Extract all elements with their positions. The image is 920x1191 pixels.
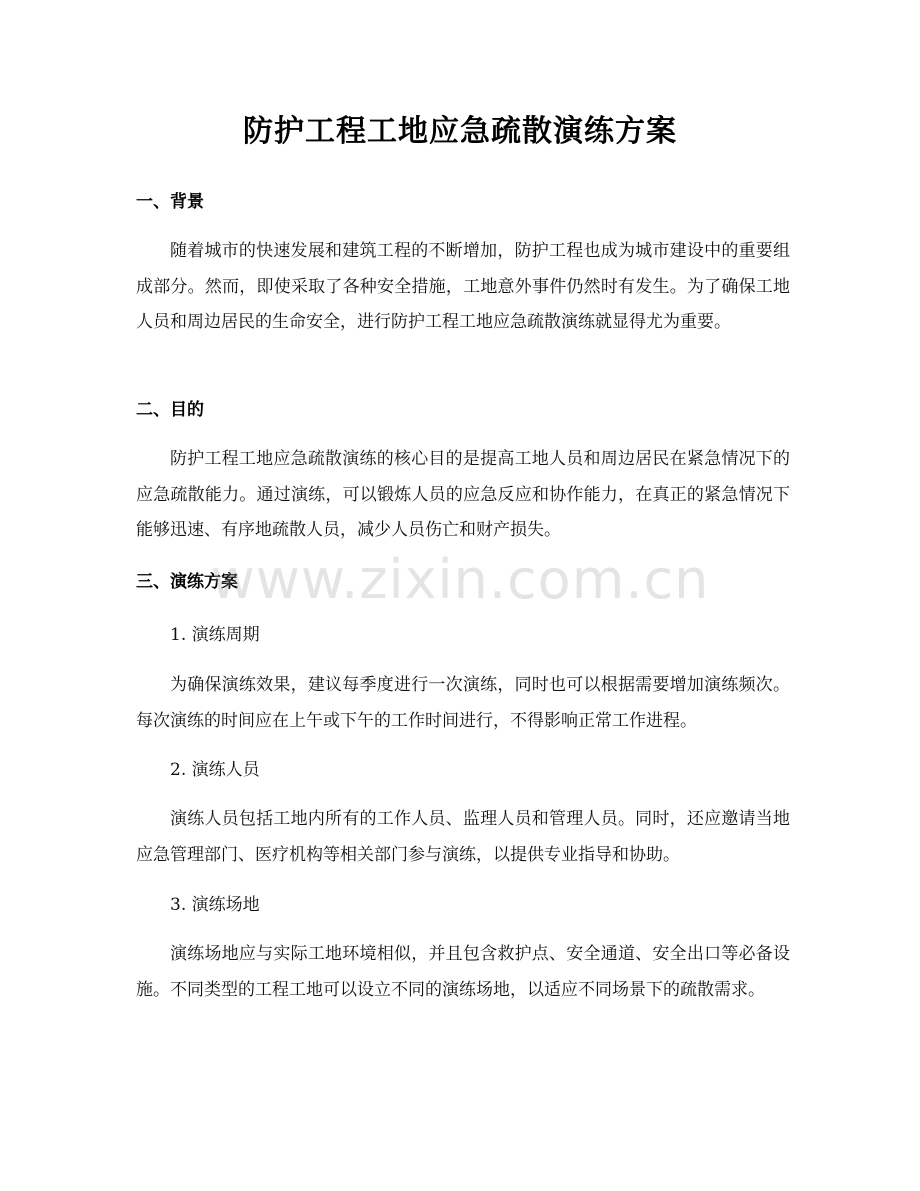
section-paragraph-purpose: 防护工程工地应急疏散演练的核心目的是提高工地人员和周边居民在紧急情况下的应急疏散能力。通过演练，可以锻炼人员的应急反应和协作能力，在真正的紧急情况下能够迅速、有序地疏散人员，减少人员伤亡和财产损失。 [136,449,790,540]
section-heading-plan: 三、演练方案 [136,572,238,592]
section-paragraph-background: 随着城市的快速发展和建筑工程的不断增加，防护工程也成为城市建设中的重要组成部分。然而，即使采取了各种安全措施，工地意外事件仍然时有发生。为了确保工地人员和周边居民的生命安全，进行防护工程工地应急疏散演练就显得尤为重要。 [136,241,790,332]
plan-item-label-cycle: 1. 演练周期 [170,625,260,645]
plan-item-label-venue: 3. 演练场地 [170,895,260,915]
section-heading-purpose: 二、目的 [136,400,204,420]
watermark: www.zixin.com.cn [210,548,710,611]
document-title: 防护工程工地应急疏散演练方案 [243,114,677,149]
section-heading-background: 一、背景 [136,192,204,212]
plan-item-paragraph-venue: 演练场地应与实际工地环境相似，并且包含救护点、安全通道、安全出口等必备设施。不同类型的工程工地可以设立不同的演练场地，以适应不同场景下的疏散需求。 [136,944,790,1000]
plan-item-paragraph-cycle: 为确保演练效果，建议每季度进行一次演练，同时也可以根据需要增加演练频次。每次演练的时间应在上午或下午的工作时间进行，不得影响正常工作进程。 [136,675,790,731]
plan-item-label-personnel: 2. 演练人员 [170,760,260,780]
plan-item-paragraph-personnel: 演练人员包括工地内所有的工作人员、监理人员和管理人员。同时，还应邀请当地应急管理部门、医疗机构等相关部门参与演练，以提供专业指导和协助。 [136,809,790,865]
